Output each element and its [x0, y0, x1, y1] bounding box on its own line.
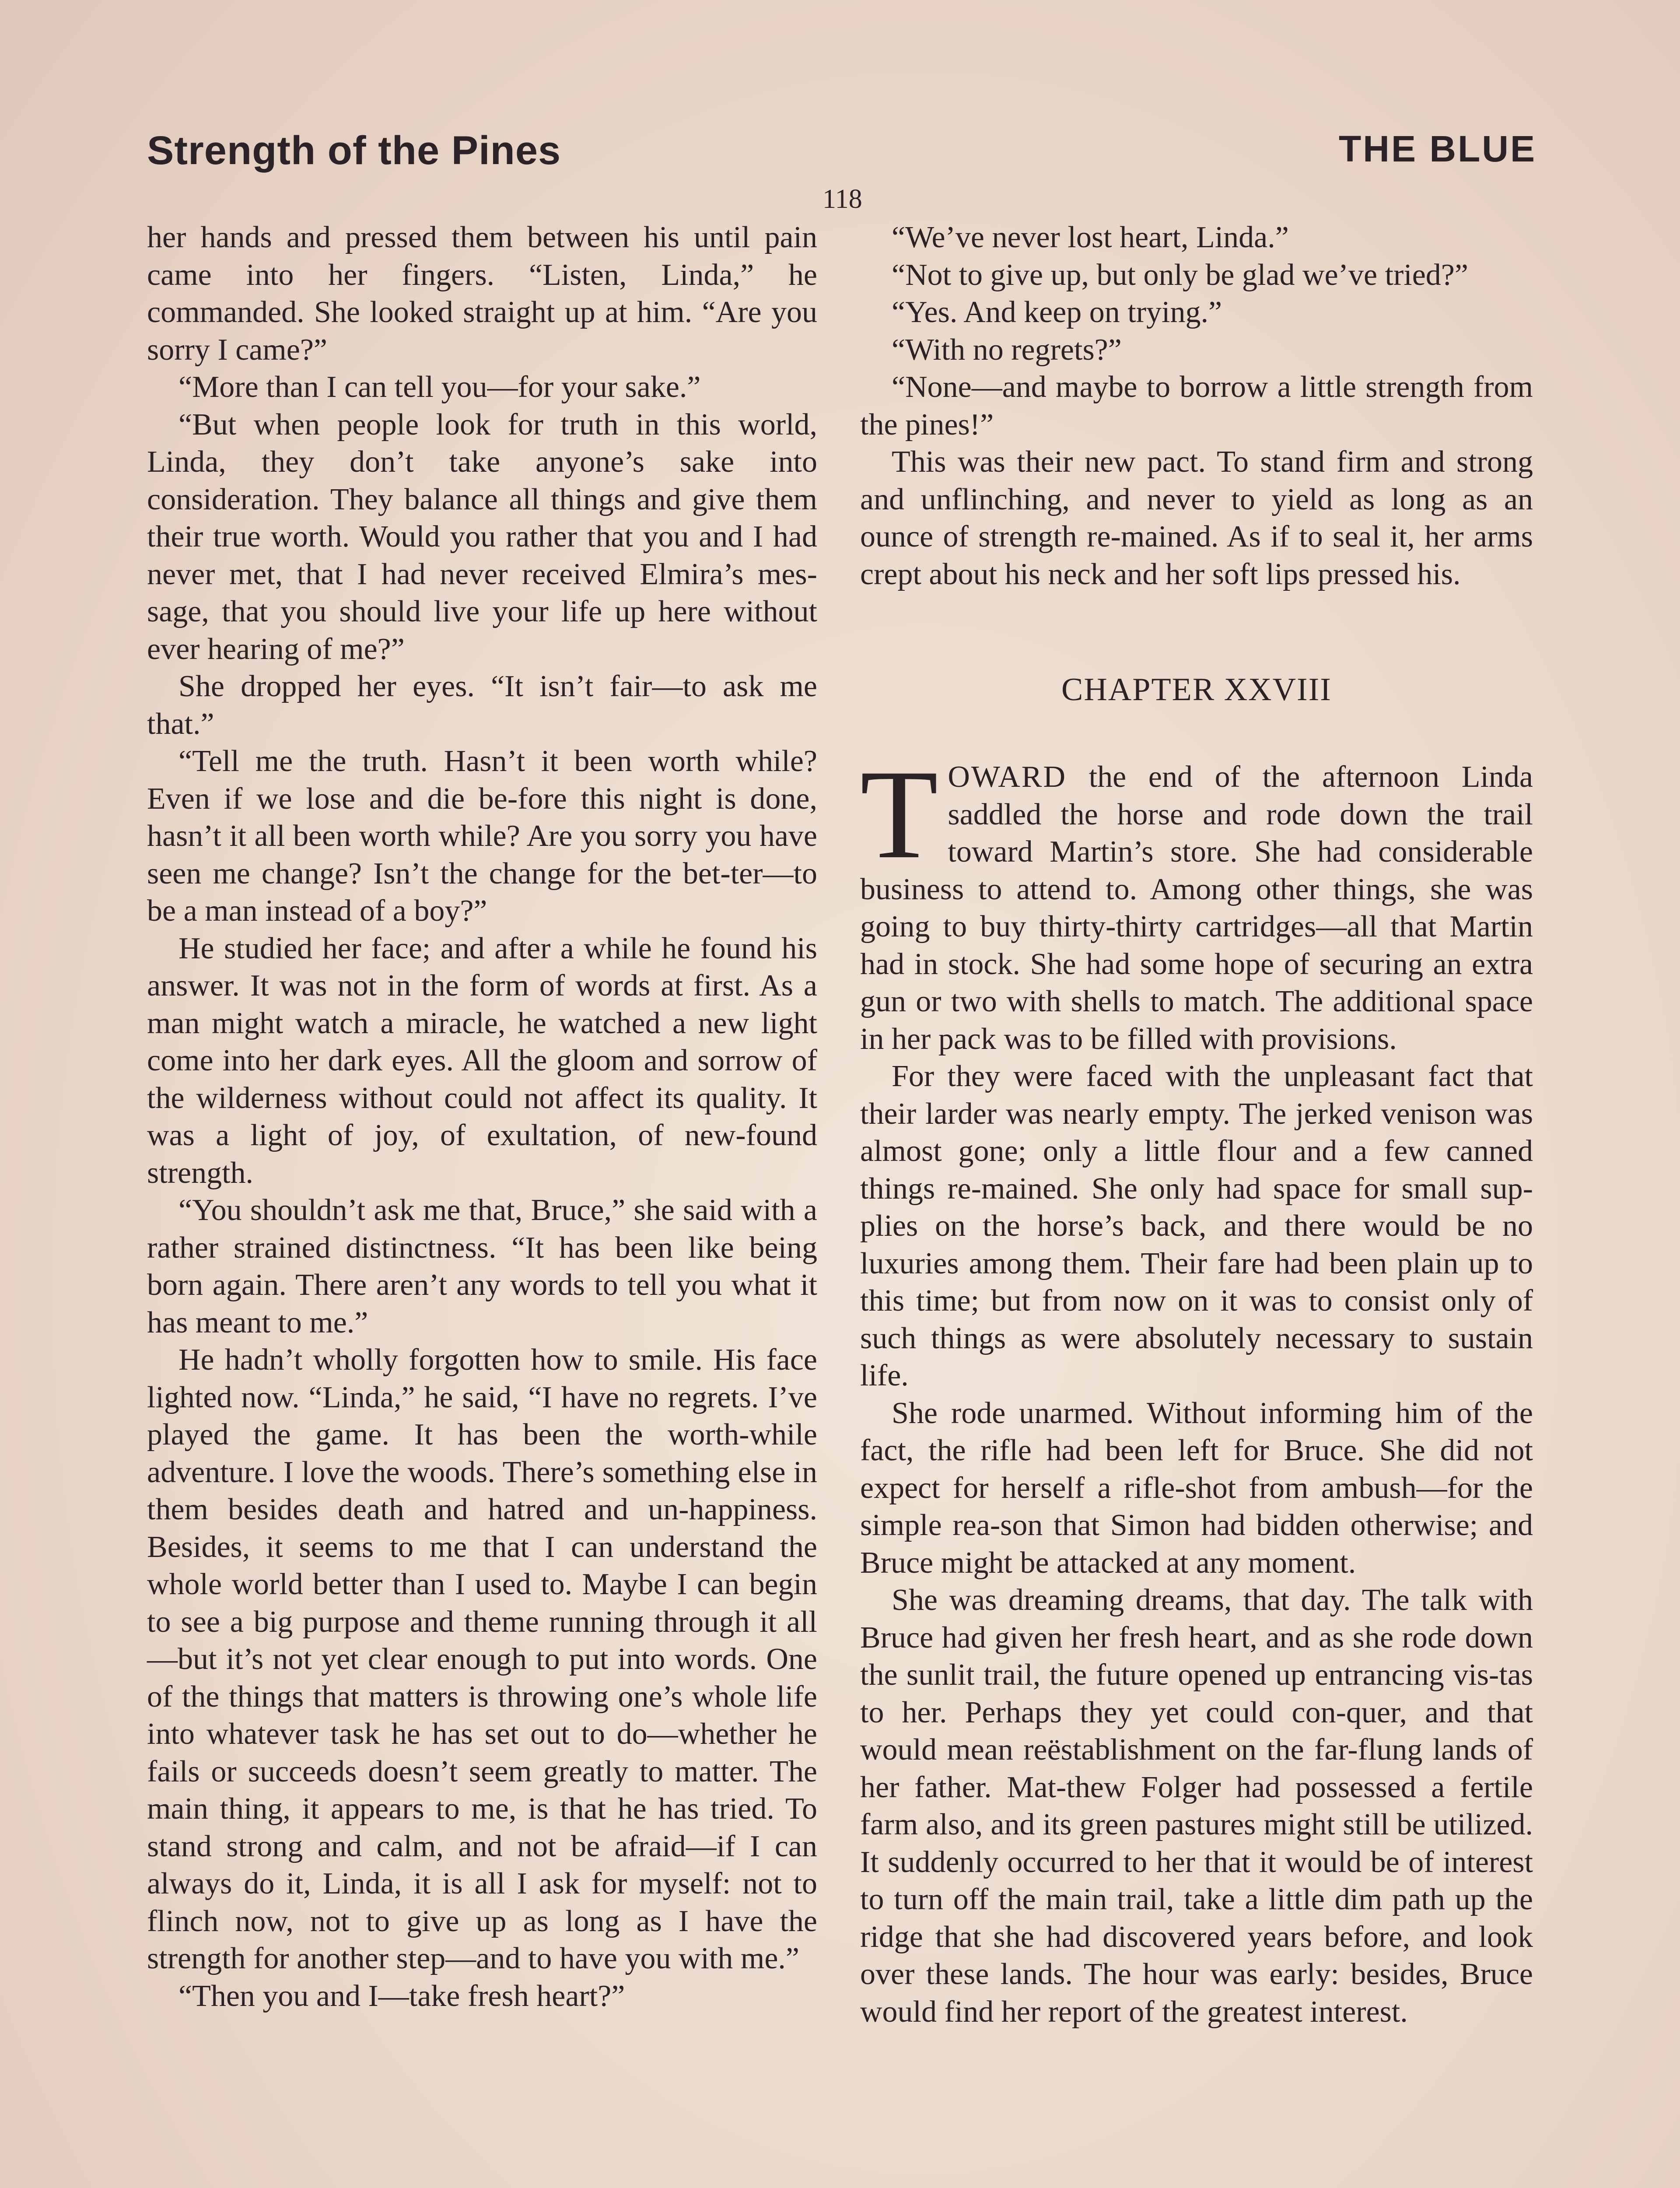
right-text-column	[860, 219, 1533, 2030]
paragraph: This was their new pact. To stand firm and strong and unflinching, and never to yield as long as an ounce of strength re-mained. As if to seal it, her arms crept about his neck and her soft lips pressed his.	[860, 445, 1533, 591]
running-head-story-title: Strength of the Pines	[147, 128, 561, 173]
page-number: 118	[822, 184, 862, 214]
drop-cap-letter: T	[860, 744, 938, 885]
paragraph: She rode unarmed. Without informing him of the fact, the rifle had been left for Bruce. She did not expect for herself a rifle-shot from ambush—for the simple rea-son that Simon had bidden otherwise; and Bruce might be attacked at any moment.	[860, 1396, 1533, 1580]
left-text-column	[147, 219, 817, 2015]
paragraph: “Not to give up, but only be glad we’ve tried?”	[892, 258, 1468, 292]
paragraph: “Tell me the truth. Hasn’t it been worth while? Even if we lose and die be-fore this night is done, hasn’t it all been worth while? Are you sorry you have seen me change? Isn’t the change for the bet-ter—to be a man instead of a boy?”	[147, 744, 817, 928]
paragraph: “We’ve never lost heart, Linda.”	[892, 221, 1289, 254]
paragraph: “But when people look for truth in this world, Linda, they don’t take anyone’s sake into consideration. They balance all things and give them their true worth. Would you rather that you and I had never met, that I had never received Elmira’s mes-sage, that you should live your life up here without ever hearing of me?”	[147, 407, 817, 666]
opening-paragraph-text: the end of the afternoon Linda saddled the horse and rode down the trail toward Martin’s store. She had considerable business to attend to. Among other things, she was going to buy thirty-thirty cartridges—all that Martin had in stock. She had some hope of securing an extra gun or two with shells to match. The additional space in her pack was to be filled with provisions.	[860, 760, 1533, 1056]
opening-word-small-caps: OWARD	[948, 760, 1067, 794]
paragraph: “Then you and I—take fresh heart?”	[178, 1979, 625, 2013]
paragraph: “More than I can tell you—for your sake.”	[178, 370, 701, 404]
paragraph: “None—and maybe to borrow a little strength from the pines!”	[860, 370, 1533, 442]
paragraph: She dropped her eyes. “It isn’t fair—to ask me that.”	[147, 670, 817, 741]
paragraph: “With no regrets?”	[892, 333, 1122, 367]
paragraph: He studied her face; and after a while he found his answer. It was not in the form of words at first. As a man might watch a miracle, he watched a new light come into her dark eyes. All the gloom and sorrow of the wilderness without could not affect its quality. It was a light of joy, of exultation, of new-found strength.	[147, 931, 817, 1190]
paragraph: For they were faced with the unpleasant fact that their larder was nearly empty. The jerked venison was almost gone; only a little flour and a few canned things re-mained. She only had space for small sup-plies on the horse’s back, and there would be no luxuries among them. Their fare had been plain up to this time; but from now on it was to consist only of such things as were absolutely necessary to sustain life.	[860, 1059, 1533, 1392]
paragraph: He hadn’t wholly forgotten how to smile. His face lighted now. “Linda,” he said, “I have no regrets. I’ve played the game. It has been the worth-while adventure. I love the woods. There’s something else in them besides death and hatred and un-happiness. Besides, it seems to me that I can understand the whole world better than I used to. Maybe I can begin to see a big purpose and theme running through it all—but it’s not yet clear enough to put into words. One of the things that matters is throwing one’s whole life into whatever task he has set out to do—whether he fails or succeeds doesn’t seem greatly to matter. The main thing, it appears to me, is that he has tried. To stand strong and calm, and not be afraid—if I can always do it, Linda, it is all I ask for myself: not to flinch now, not to give up as long as I have the strength for another step—and to have you with me.”	[147, 1343, 817, 1975]
chapter-heading: CHAPTER XXVIII	[1061, 672, 1332, 708]
paragraph: “You shouldn’t ask me that, Bruce,” she said with a rather strained distinctness. “It has been like being born again. There aren’t any words to tell you what it has meant to me.”	[147, 1193, 817, 1339]
chapter-opening-paragraph	[860, 744, 1533, 1058]
paragraph: “Yes. And keep on trying.”	[892, 295, 1222, 329]
paragraph: her hands and pressed them between his until pain came into her fingers. “Listen, Linda,” he commanded. She looked straight up at him. “Are you sorry I came?”	[147, 221, 817, 367]
running-head-magazine-title: THE BLUE	[1339, 128, 1536, 169]
paragraph: She was dreaming dreams, that day. The talk with Bruce had given her fresh heart, and as she rode down the sunlit trail, the future opened up entrancing vis-tas to her. Perhaps they yet could con-quer, and that would mean reëstablishment on the far-flung lands of her father. Mat-thew Folger had possessed a fertile farm also, and its green pastures might still be utilized. It suddenly occurred to her that it would be of interest to turn off the main trail, take a little dim path up the ridge that she had discovered years before, and look over these lands. The hour was early: besides, Bruce would find her report of the greatest interest.	[860, 1583, 1533, 2029]
